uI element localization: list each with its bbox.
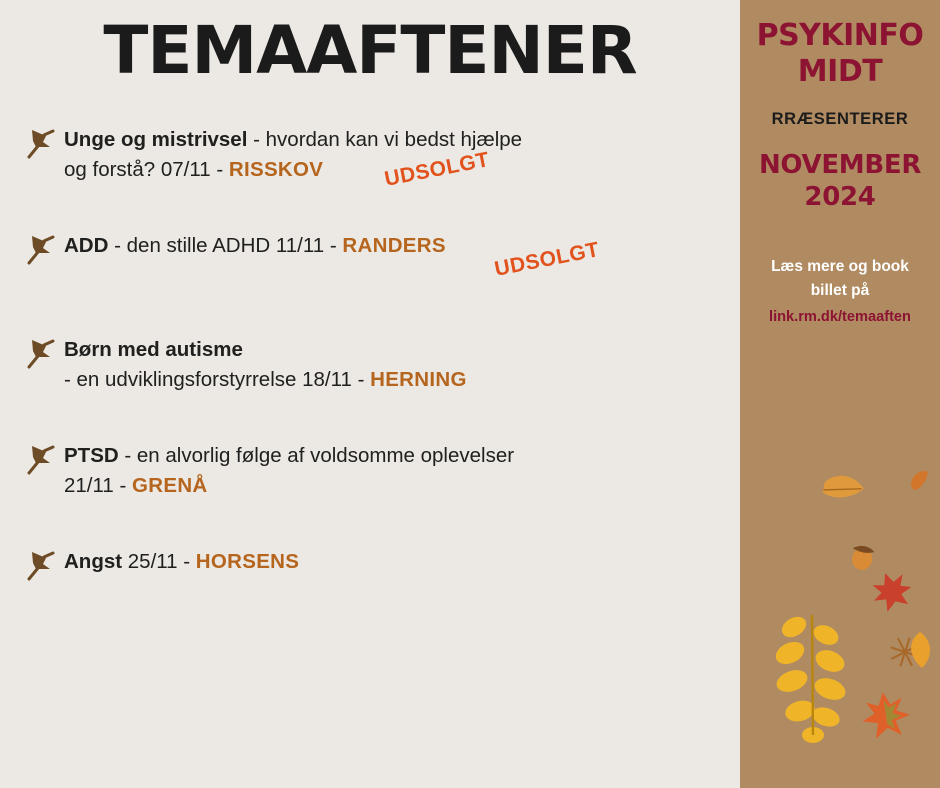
event-line xyxy=(64,471,514,501)
event-detail: - en alvorlig følge af voldsomme oplevelser xyxy=(118,444,515,467)
month-year xyxy=(748,149,932,213)
pushpin-icon xyxy=(26,549,64,583)
event-text xyxy=(64,547,299,577)
event-line xyxy=(64,547,299,577)
sold-out-badge: UDSOLGT xyxy=(382,148,492,191)
event-city: GRENÅ xyxy=(132,474,208,497)
month-label: NOVEMBER xyxy=(758,150,922,180)
event-list xyxy=(0,125,740,605)
event-item[interactable] xyxy=(26,547,720,605)
event-item[interactable] xyxy=(26,335,720,395)
event-item[interactable] xyxy=(26,231,720,289)
booking-line-1: Læs mere og book xyxy=(771,258,909,275)
event-detail: og forstå? 07/11 - xyxy=(64,158,229,181)
rowan-leaf-icon xyxy=(760,605,865,745)
acorn-icon xyxy=(845,536,880,573)
maple-leaf-icon xyxy=(864,564,920,620)
sidebar xyxy=(740,0,940,788)
event-text xyxy=(64,441,514,501)
event-title: Unge og mistrivsel xyxy=(64,128,248,151)
star-leaf-icon xyxy=(884,631,927,674)
maple-leaf-icon xyxy=(857,687,916,746)
presents-label: RRÆSENTERER xyxy=(771,110,909,128)
event-text xyxy=(64,335,467,395)
pushpin-icon xyxy=(26,443,64,477)
event-detail: - den stille ADHD 11/11 - xyxy=(108,234,343,257)
year-label: 2024 xyxy=(804,182,876,212)
pushpin-icon xyxy=(26,233,64,267)
event-city: RANDERS xyxy=(342,234,446,257)
booking-info xyxy=(748,255,932,329)
event-text xyxy=(64,231,602,281)
event-title: Angst xyxy=(64,550,123,573)
event-line xyxy=(64,335,467,365)
pushpin-icon xyxy=(26,127,64,161)
brand-line-1: PSYKINFO xyxy=(756,18,924,53)
event-city: HERNING xyxy=(370,368,467,391)
pushpin-icon xyxy=(26,337,64,371)
event-detail: 21/11 - xyxy=(64,474,132,497)
event-detail: 25/11 - xyxy=(122,550,196,573)
brand-name xyxy=(748,18,932,90)
leaf-icon xyxy=(815,462,872,514)
event-detail: - hvordan kan vi bedst hjælpe xyxy=(247,128,523,151)
event-city: HORSENS xyxy=(195,550,300,573)
brand-line-2: MIDT xyxy=(797,54,883,89)
event-title: ADD xyxy=(64,234,109,257)
event-line xyxy=(64,365,467,395)
event-line xyxy=(64,231,446,261)
event-text xyxy=(64,125,523,191)
leaf-icon xyxy=(905,465,934,494)
page-title: TEMAAFTENER xyxy=(103,12,637,89)
event-title: PTSD xyxy=(64,444,119,467)
sold-out-badge: UDSOLGT xyxy=(492,238,602,281)
event-detail: - en udviklingsforstyrrelse 18/11 - xyxy=(64,368,371,391)
booking-link[interactable]: link.rm.dk/temaaften xyxy=(769,309,911,325)
event-item[interactable] xyxy=(26,125,720,191)
event-item[interactable] xyxy=(26,441,720,501)
leaf-icon xyxy=(902,630,938,670)
event-title: Børn med autisme xyxy=(64,338,243,361)
booking-line-2: billet på xyxy=(810,282,870,299)
event-city: RISSKOV xyxy=(228,158,324,181)
event-line xyxy=(64,441,514,471)
